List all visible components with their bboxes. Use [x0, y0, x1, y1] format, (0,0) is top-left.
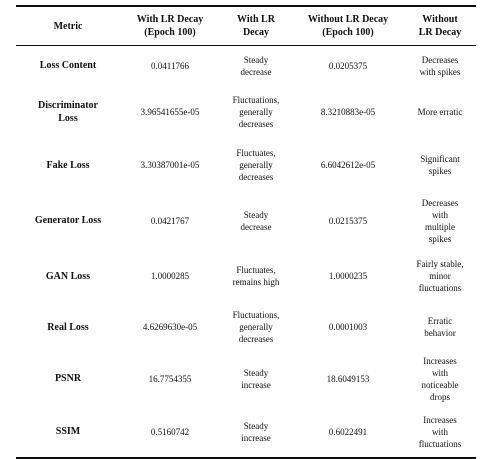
without-lr-decay-trend-cell: Decreases with spikes [419, 54, 461, 77]
without-lr-decay-value-cell: 1.0000235 [328, 271, 368, 281]
header-row [16, 6, 476, 46]
without-lr-decay-value-cell: 0.0205375 [328, 60, 368, 71]
header-with-lr-decay-trend: With LR Decay [237, 14, 275, 38]
with-lr-decay-value-cell: 0.5160742 [150, 426, 190, 437]
table-row [16, 192, 476, 249]
table-header [16, 6, 476, 46]
without-lr-decay-value-cell: 6.6042612e-05 [320, 160, 376, 170]
with-lr-decay-trend-cell: Fluctuations, generally decreases [232, 310, 280, 344]
table-body [16, 46, 476, 459]
metric-cell: Loss Content [39, 60, 97, 71]
with-lr-decay-trend-cell: Steady decrease [240, 54, 272, 77]
header-without-lr-decay-trend: Without LR Decay [418, 14, 462, 38]
metric-cell: PSNR [54, 373, 82, 384]
header-without-lr-decay-value: Without LR Decay (Epoch 100) [307, 14, 389, 38]
without-lr-decay-value-cell: 18.6049153 [326, 373, 370, 384]
without-lr-decay-trend-cell: Increases with noticeable drops [421, 355, 459, 402]
without-lr-decay-trend-cell: More erratic [417, 106, 463, 117]
with-lr-decay-value-cell: 0.0421767 [150, 215, 190, 226]
table-row [16, 85, 476, 138]
table-row [16, 249, 476, 303]
metric-cell: Real Loss [47, 321, 89, 333]
without-lr-decay-trend-cell: Decreases with multiple spikes [421, 197, 459, 244]
with-lr-decay-value-cell: 1.0000285 [150, 271, 190, 281]
without-lr-decay-value-cell: 0.6022491 [328, 426, 368, 437]
header-with-lr-decay-value: With LR Decay (Epoch 100) [136, 14, 204, 38]
with-lr-decay-value-cell: 4.6269630e-05 [142, 322, 198, 332]
with-lr-decay-trend-cell: Steady increase [241, 420, 271, 443]
table-row [16, 138, 476, 192]
without-lr-decay-value-cell: 0.0215375 [328, 215, 368, 226]
without-lr-decay-value-cell: 8.3210883e-05 [320, 106, 376, 117]
without-lr-decay-trend-cell: Increases with fluctuations [418, 414, 462, 449]
with-lr-decay-value-cell: 3.96541655e-05 [140, 106, 200, 117]
without-lr-decay-trend-cell: Significant spikes [420, 154, 460, 176]
with-lr-decay-value-cell: 3.30387001e-05 [140, 160, 200, 170]
lr-decay-comparison-table [16, 5, 476, 459]
without-lr-decay-trend-cell: Fairly stable, minor fluctuations [416, 259, 464, 293]
with-lr-decay-trend-cell: Steady decrease [240, 209, 272, 232]
with-lr-decay-value-cell: 16.7754355 [148, 373, 192, 384]
metric-cell: Fake Loss [46, 159, 90, 171]
metric-cell: Discriminator Loss [38, 99, 98, 124]
header-metric: Metric [53, 20, 83, 32]
without-lr-decay-value-cell: 0.0001003 [328, 322, 368, 332]
table-row [16, 351, 476, 406]
metric-cell: Generator Loss [34, 215, 102, 226]
with-lr-decay-value-cell: 0.0411766 [151, 60, 189, 71]
with-lr-decay-trend-cell: Fluctuates, generally decreases [236, 148, 276, 182]
with-lr-decay-trend-cell: Fluctuations, generally decreases [232, 94, 280, 129]
with-lr-decay-trend-cell: Steady increase [241, 367, 271, 390]
table-row [16, 406, 476, 458]
metric-cell: GAN Loss [45, 270, 91, 282]
metric-cell: SSIM [55, 426, 81, 437]
without-lr-decay-trend-cell: Erratic behavior [424, 316, 456, 338]
table-row [16, 303, 476, 351]
comparison-table-container [16, 5, 476, 459]
with-lr-decay-trend-cell: Fluctuates, remains high [232, 265, 280, 287]
table-row [16, 46, 476, 86]
